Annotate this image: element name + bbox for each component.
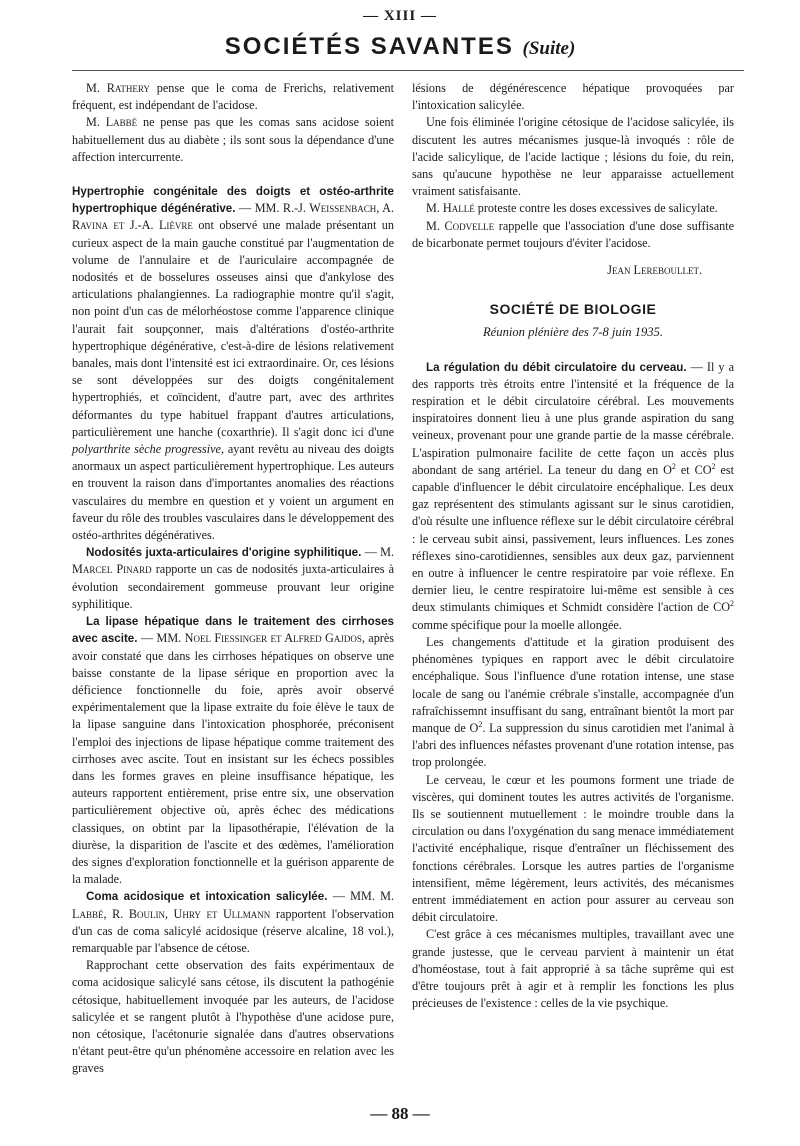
article-authors: — MM. R.-J. Weissenbach, A. Ravina et J.-A. Lièvre: [72, 201, 394, 233]
page-number: — 88 —: [370, 1104, 430, 1123]
section-title: SOCIÉTÉ DE BIOLOGIE: [489, 301, 657, 318]
section-subtitle: Réunion plénière des 7-8 juin 1935.: [482, 325, 663, 340]
article-nodosites: Nodosités juxta-articulaires d'origine syphilitique. — M. Marcel Pinard rapporte un cas de nodosités juxta-articulaires à évolution secondairement gommeuse prouvant leur origine syphilitique.: [72, 545, 394, 611]
paragraph-continuation: lésions de dégénérescence hépatique provoquées par l'intoxication salicylée.: [412, 81, 734, 113]
right-column: [412, 80, 734, 1012]
article-hypertrophie: Hypertrophie congénitale des doigts et ostéo-arthrite hypertrophique dégénérative. — MM. R.-J. Weissenbach, A. Ravina et J.-A. Lièvre ont observé une malade présentant un curieux aspect de la main gauche constitué par l'augmentation de volume de l'annulaire et de l'auriculaire accompagnée de nodosités et de bosselures osseuses ainsi que d'ankylose des articulations phalangiennes. La radiographie montre qu'il s'agit, non point d'un cas de mélorhéostose comme l'apparence clinique l'aurait fait soupçonner, mais d'altérations d'ostéo-arthrite hypertrophique dégénérative, c'est-à-dire de lésions relativement banales, mais dont l'intensité est ici extraordinaire. Or, ces lésions se sont développées sur des doigts congénitalement hypertrophiés, et coïncident, d'autre part, avec des arthrites déformantes du type habituel frappant d'autres articulations, particulièrement une hanche (coxarthrie). Il s'agit donc ici d'une polyarthrite sèche progressive, ayant revêtu au niveau des doigts anormaux un aspect particulièrement hypertrophique. Les auteurs en trouvent la raison dans d'importantes anomalies des réactions vasculaires du membre en question et y voient un argument en faveur du rôle des troubles vasculaires dans le développement des ostéo-arthrites dégénératives.: [72, 185, 394, 543]
paragraph-halle: M. Hallé proteste contre les doses excessives de salicylate.: [426, 201, 718, 216]
paragraph-rathery: M. Rathery pense que le coma de Frerichs, relativement fréquent, est indépendant de l'acidose.: [72, 81, 395, 113]
article-authors: — MM. M. Labbé, R. Boulin, Uhry et Ullmann: [72, 889, 395, 921]
paragraph-rapprochant: Rapprochant cette observation des faits expérimentaux de coma acidosique salicylé sans cétose, ils discutent la pathogénie cétosique, habituellement invoquée par les auteurs, de l'acidose salicylée et se rangent plutôt à l'hypothèse d'une acidose pure, non cétosique, l'acétonurie signalée dans d'autres observations n'étant peut-être qu'un phénomène accessoire en relation avec les graves: [72, 958, 394, 1076]
article-title: La régulation du débit circulatoire du cerveau.: [426, 360, 687, 374]
paragraph-origine: Une fois éliminée l'origine cétosique de l'acidose salicylée, ils discutent les autres mécanismes jusque-là invoqués : rôle de l'acide salicylique, de l'acide lactique ; lésions du foie, du rein, sans qu'aucune hypothèse ne leur apparaisse actuellement vraiment satisfaisante.: [412, 115, 734, 199]
spacer: [412, 342, 734, 359]
article-regulation: La régulation du débit circulatoire du cerveau. — Il y a des rapports très étroits entre l'intensité et la fréquence de la respiration et le débit circulatoire cérébral. Les mouvements inspiratoires donnent lieu à une plus grande aspiration du sang veineux, provenant pour une grande partie de la masse cérébrale. L'aspiration pulmonaire facilite de cette façon un accès plus abondant de sang artériel. La teneur du dang en $O^2$ et $CO^2$ est capable d'influencer le débit circulatoire encéphalique. Les deux gaz représentent des stimulants agissant sur le sinus carotidien, d'où résulte une influence réflexe sur le débit circulatoire cérébral : le cerveau subit ainsi, passivement, leurs influences. Les zones réflexes sino-carotidiennes, sensibles aux deux gaz, parviennent en outre à influencer le centre respiratoire par voie réflexe. En dernier lieu, le centre respiratoire lui-même est sensible à ces deux stimulants chimiques et Schmidt considère l'action de $CO^2$ comme spécifique pour la moelle allongée.: [412, 359, 734, 632]
article-authors: — MM. Noel Fiessinger et Alfred Gajdos,: [140, 631, 365, 646]
article-title: Nodosités juxta-articulaires d'origine syphilitique.: [86, 546, 362, 560]
signature: Jean Lereboullet.: [607, 263, 702, 278]
paragraph-attitude: Les changements d'attitude et la giration produisent des phénomènes typiques en rapport avec le débit circulatoire encéphalique. Sous l'influence d'une rotation intense, une stase locale de sang ou l'anémie crébrale s'installe, accompagnée d'un rafraîchissemnt insuffisant du sang, entraînant bientôt la mort par manque de $O^2$. La suppression du sinus carotidien met l'animal à l'abri des influences néfastes provenant d'une rotation intense, pas trop prolongée.: [412, 634, 735, 770]
article-title: Coma acidosique et intoxication salicylée.: [86, 890, 328, 904]
page-header: [0, 32, 800, 64]
header-rule: [72, 70, 744, 71]
article-title: Hypertrophie congénitale des doigts et ostéo-arthrite hypertrophique dégénérative.: [72, 185, 394, 216]
header-suite: (Suite): [522, 38, 576, 59]
paragraph-homeostase: C'est grâce à ces mécanismes multiples, travaillant avec une grande justesse, que le cerveau parvient à maintenir un état d'homéostase, tout à fait approprié à sa tâche suprême qui est d'être toujours prêt à agir et à remplir les fonctions les plus précieuses de l'existence : celles de la vie psychique.: [412, 927, 734, 1011]
article-coma: Coma acidosique et intoxication salicylée. — MM. M. Labbé, R. Boulin, Uhry et Ullmann rapportent l'observation d'un cas de coma salicylé acidosique (réserve alcaline, 18 vol.), remarquable par l'absence de cétose.: [72, 889, 395, 955]
left-column: [72, 80, 394, 1078]
roman-folio: — XIII —: [363, 8, 437, 24]
paragraph-triade: Le cerveau, le cœur et les poumons forment une triade de viscères, qui dominent toutes les autres activités de l'organisme. Ils se soutiennent mutuellement : le moindre trouble dans la circulation ou dans l'oxygénation du sang menace immédiatement l'activité encéphalique, risque d'entraîner un fléchissement des fonctions cérébrales. Lorsque les autres parties de l'organisme intensifient, même légèrement, leurs activités, des mécanismes entrent immédiatement en action pour assurer au cerveau son débit circulatoire.: [412, 772, 734, 925]
article-authors: — M. Marcel Pinard: [72, 545, 394, 577]
paragraph-labbe: M. Labbé ne pense pas que les comas sans acidose soient habituellement dus au diabète ; ils sont sous la dépendance d'une affection intercurrente.: [72, 115, 394, 164]
header-title: SOCIÉTÉS SAVANTES: [224, 33, 514, 60]
article-title: La lipase hépatique dans le traitement des cirrhoses avec ascite.: [72, 615, 394, 646]
paragraph-codvelle: M. Codvelle rappelle que l'association d'une dose suffisante de bicarbonate permet toujours d'éviter l'acidose.: [412, 218, 734, 250]
spacer: [72, 166, 394, 183]
article-lipase: La lipase hépatique dans le traitement des cirrhoses avec ascite. — MM. Noel Fiessinger et Alfred Gajdos, après avoir constaté que dans les cirrhoses hépatiques on observe une baisse constante de la lipase sérique en proportion avec la déficience fonctionnelle du foie, après avoir observé expérimentalement que la lipase extraite du foie élève le taux de la lipase sanguine dans l'intoxication phosphorée, préconisent l'emploi des injections de lipase hépatique comme traitement des cirrhoses avec ascite. Tout en insistant sur les échecs possibles dans les formes graves en pleine insuffisance hépatique, les auteurs rapportent entièrement, prise entre six, une observation particulièrement objective où, après échec des médications classiques, on obtint par la lipasothérapie, l'élévation de la diurèse, la disparition de l'ascite et des œdèmes, l'amélioration des signes d'exploration fonctionnelle et la guérison apparente de la malade.: [72, 615, 395, 887]
